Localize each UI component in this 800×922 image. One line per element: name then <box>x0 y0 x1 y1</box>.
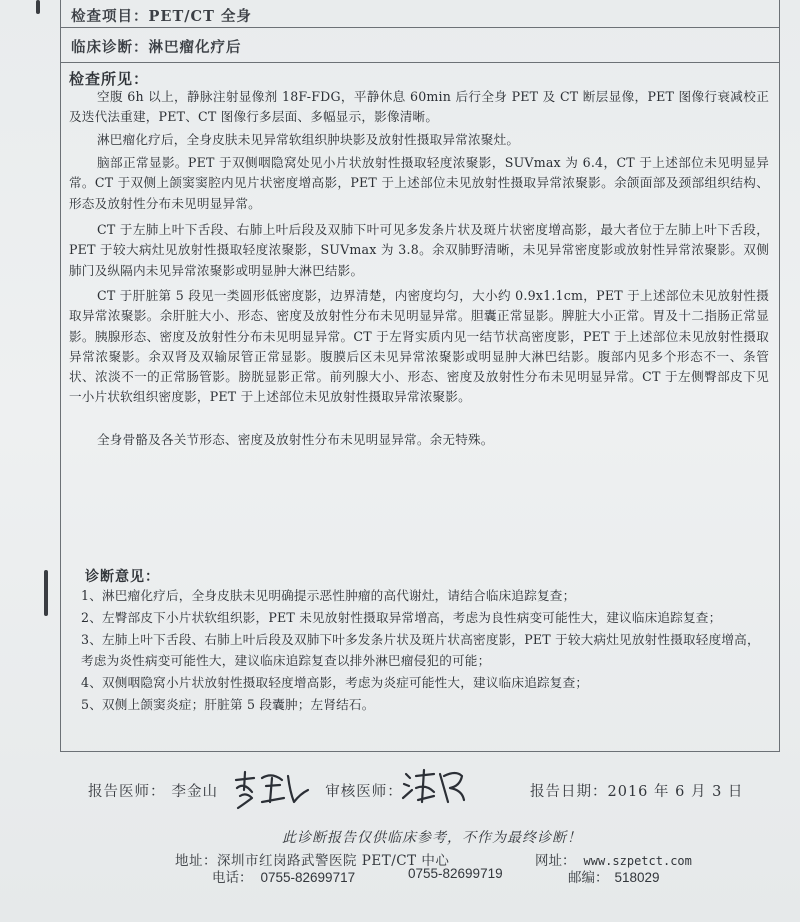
diagnosis-item: 3、左肺上叶下舌段、右肺上叶后段及双肺下叶多发条片状及斑片状高密度影，PET 于较大病灶见放射性摄取轻度增高，考虑为炎性病变可能性大，建议临床追踪复查以排外淋巴瘤侵犯的可能； <box>81 631 760 669</box>
phone-1: 0755-82699717 <box>260 870 356 885</box>
clinical-dx-row <box>71 36 242 57</box>
divider-line <box>61 62 779 63</box>
diagnosis-list <box>81 585 771 716</box>
diagnosis-item: 1、淋巴瘤化疗后，全身皮肤未见明确提示恶性肿瘤的高代谢灶，请结合临床追踪复查； <box>81 588 576 603</box>
report-footer <box>0 760 800 922</box>
website-value: www.szpetct.com <box>583 854 692 868</box>
postcode-value: 518029 <box>614 870 660 885</box>
diagnosis-item: 5、双侧上颌窦炎症；肝脏第 5 段囊肿；左肾结石。 <box>81 696 375 712</box>
phone-label: 电话： <box>212 870 253 886</box>
diagnosis-item: 2、左臀部皮下小片状软组织影，PET 未见放射性摄取异常增高，考虑为良性病变可能性大，建议临床追踪复查； <box>81 609 722 625</box>
findings-paragraph: 脑部正常显影。PET 于双侧咽隐窝处见小片状放射性摄取轻度浓聚影，SUVmax 为 6.4，CT 于上述部位未见明显异常。CT 于双侧上颌窦窦腔内见片状密度增高影，PET 于上述部位未见放射性摄取异常浓聚影。余颌面部及颈部组织结构、形态及放射性分布未见明显异常。 <box>69 155 769 211</box>
findings-paragraph: CT 于左肺上叶下舌段、右肺上叶后段及双肺下叶可见多发条片状及斑片状密度增高影，最大者位于左肺上叶下舌段，PET 于较大病灶见放射性摄取轻度浓聚影，SUVmax 为 3.8。余双肺野清晰，未见异常密度影或放射性异常浓聚影。双侧肺门及纵隔内未见异常浓聚影或明显肿大淋巴结影。 <box>69 222 769 278</box>
binder-mark-top <box>36 0 40 14</box>
disclaimer-text: 此诊断报告仅供临床参考，不作为最终诊断！ <box>282 830 582 846</box>
reporter-name: 李金山 <box>171 784 218 800</box>
postcode-label: 邮编： <box>568 870 609 886</box>
reporter-label: 报告医师： <box>88 784 166 800</box>
findings-title: 检查所见： <box>69 70 150 88</box>
address-label: 地址： <box>175 853 217 869</box>
exam-item-row <box>71 5 252 26</box>
clinical-dx-label: 临床诊断： <box>71 39 149 56</box>
findings-paragraph: 空腹 6h 以上，静脉注射显像剂 18F-FDG，平静休息 60min 后行全身 PET 及 CT 断层显像，PET 图像行衰减校正及迭代法重建，PET、CT 图像行多层面、多幅显示，影像清晰。 <box>69 89 769 125</box>
report-date <box>530 780 743 801</box>
divider-line <box>61 27 779 28</box>
diagnosis-item: 4、双侧咽隐窝小片状放射性摄取轻度增高影，考虑为炎症可能性大，建议临床追踪复查； <box>81 675 589 691</box>
reviewer-signature <box>400 766 470 810</box>
address-value: 深圳市红岗路武警医院 PET/CT 中心 <box>217 853 450 869</box>
reviewer-label: 审核医师： <box>325 784 403 800</box>
phone-2: 0755-82699719 <box>408 866 503 881</box>
postcode <box>568 866 660 886</box>
website-label: 网址： <box>535 853 576 869</box>
report-frame <box>60 0 780 752</box>
phone <box>212 866 355 886</box>
reporter-signature <box>232 768 312 812</box>
findings-paragraph: CT 于肝脏第 5 段见一类圆形低密度影，边界清楚，内密度均匀，大小约 0.9x1.1cm，PET 于上述部位未见放射性摄取异常浓聚影。余肝脏大小、形态、密度及放射性分布未见明显异常。胆囊正常显影。脾脏大小正常。胃及十二指肠正常显影。胰腺形态、密度及放射性分布未见明显异常。CT 于左肾实质内见一结节状高密度影，PET 于上述部位未见放射性摄取异常浓聚影。余双肾及双输尿管正常显影。腹膜后区未见异常浓聚影或明显肿大淋巴结影。腹部内见多个形态不一、条管状、浓淡不一的正常肠管影。膀胱显影正常。前列腺大小、形态、密度及放射性分布未见明显异常。CT 于左侧臀部皮下见一小片状软组织密度影，PET 于上述部位未见放射性摄取异常浓聚影。 <box>69 288 769 405</box>
binder-mark-middle <box>44 570 48 616</box>
diagnosis-title: 诊断意见： <box>85 569 160 585</box>
findings-paragraph: 全身骨骼及各关节形态、密度及放射性分布未见明显异常。余无特殊。 <box>97 432 494 447</box>
date-value: 2016 年 6 月 3 日 <box>607 784 744 800</box>
clinical-dx-value: 淋巴瘤化疗后 <box>148 39 242 56</box>
exam-item-label: 检查项目： <box>71 8 149 25</box>
exam-item-value: PET/CT 全身 <box>148 8 252 25</box>
findings-paragraph: 淋巴瘤化疗后，全身皮肤未见异常软组织肿块影及放射性摄取异常浓聚灶。 <box>97 132 520 147</box>
date-label: 报告日期： <box>530 784 608 800</box>
